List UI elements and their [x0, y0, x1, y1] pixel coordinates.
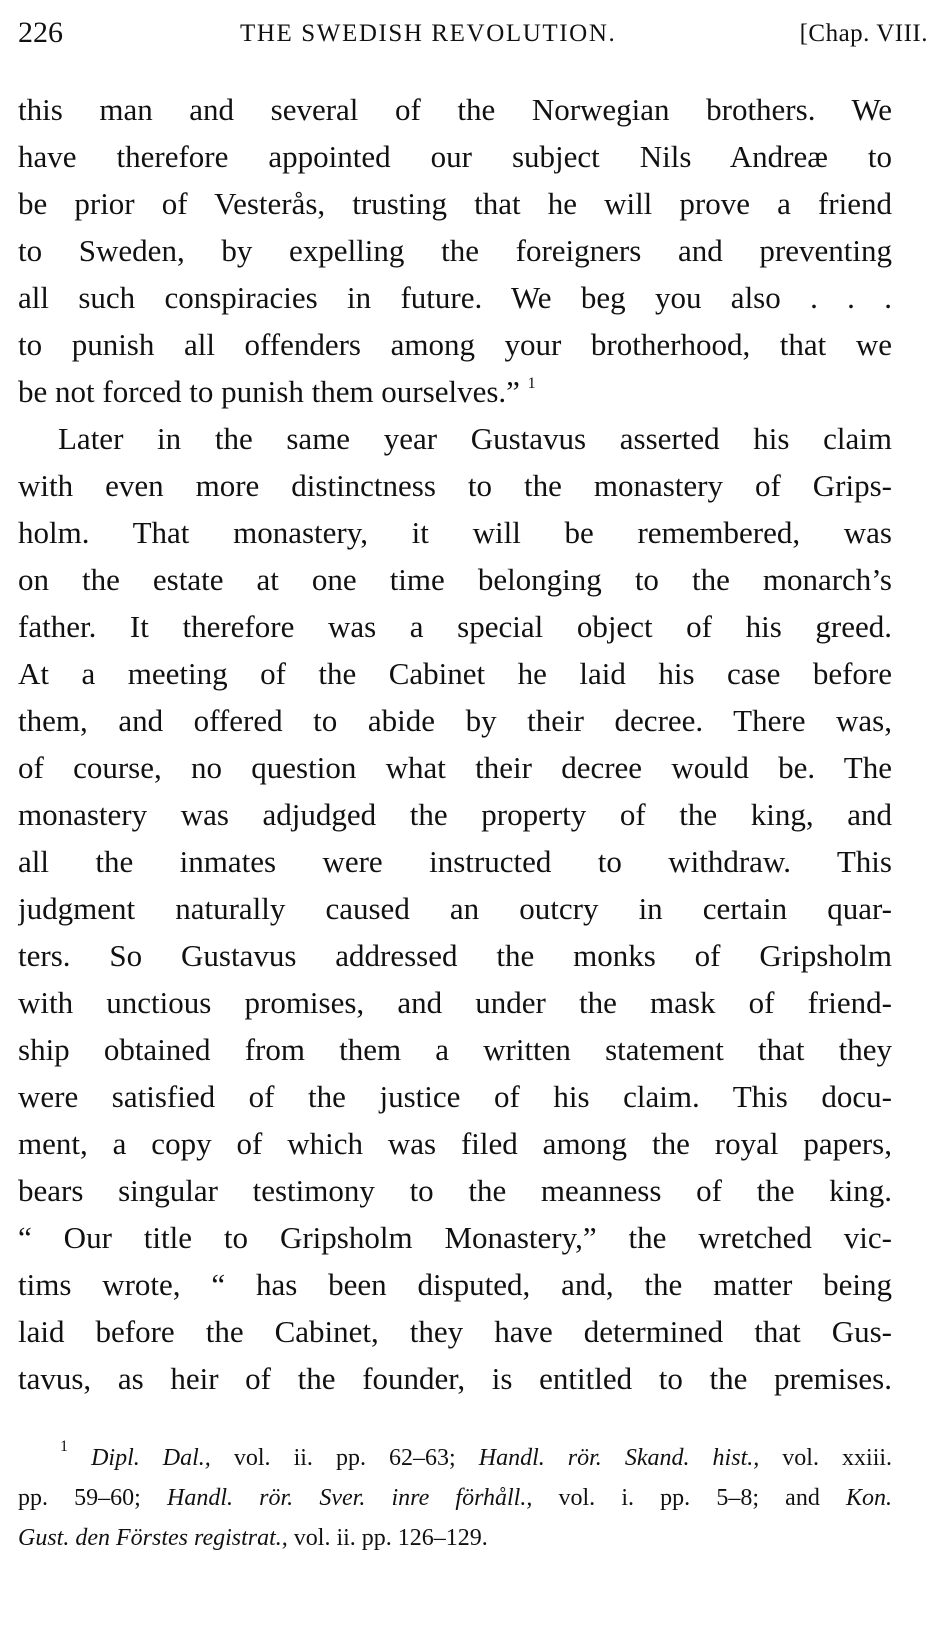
text-line: on the estate at one time belonging to the monarch’s [18, 562, 892, 597]
text-line: judgment naturally caused an outcry in certain quar- [18, 891, 892, 926]
citation-title: Gust. den Förstes registrat., [18, 1525, 288, 1551]
text-line: of course, no question what their decree would be. The [18, 750, 892, 785]
chapter-label: [Chap. VIII. [799, 20, 928, 47]
running-title: THE SWEDISH REVOLUTION. [240, 20, 617, 47]
text-line: all such conspiracies in future. We beg you also . . . [18, 280, 892, 315]
text-line: tavus, as heir of the founder, is entitled to the premises. [18, 1361, 892, 1396]
footnote-line [18, 1518, 892, 1558]
text-line: tims wrote, “ has been disputed, and, the matter being [18, 1267, 892, 1302]
text-line: be prior of Vesterås, trusting that he will prove a friend [18, 186, 892, 221]
body-text [18, 86, 892, 1402]
page-header [18, 14, 928, 58]
text-line: with unctious promises, and under the mask of friend- [18, 985, 892, 1020]
text-line: bears singular testimony to the meanness of the king. [18, 1173, 892, 1208]
footnote [18, 1438, 892, 1558]
text-line-content: be not forced to punish them ourselves.” [18, 374, 520, 409]
text-line: ship obtained from them a written statement that they [18, 1032, 892, 1067]
footnote-marker: 1 [60, 1438, 68, 1455]
citation-text: vol. ii. pp. 62–63; [210, 1445, 479, 1471]
text-line: holm. That monastery, it will be remembered, was [18, 515, 892, 550]
text-line: “ Our title to Gripsholm Monastery,” the wretched vic- [18, 1220, 892, 1255]
text-line: them, and offered to abide by their decree. There was, [18, 703, 892, 738]
text-line: monastery was adjudged the property of the king, and [18, 797, 892, 832]
text-line: ment, a copy of which was filed among the royal papers, [18, 1126, 892, 1161]
text-line: to Sweden, by expelling the foreigners and preventing [18, 233, 892, 268]
footnote-line [18, 1438, 892, 1478]
footnote-reference: 1 [527, 375, 536, 392]
text-line: were satisfied of the justice of his claim. This docu- [18, 1079, 892, 1114]
text-line: laid before the Cabinet, they have determined that Gus- [18, 1314, 892, 1349]
text-line: father. It therefore was a special object of his greed. [18, 609, 892, 644]
citation-text: vol. ii. pp. 126–129. [287, 1525, 488, 1551]
footnote-line [18, 1478, 892, 1518]
citation-title: Handl. rör. Skand. hist., [478, 1445, 760, 1471]
citation-title: Handl. rör. Sver. inre förhåll., [167, 1485, 533, 1511]
paragraph-start-line: Later in the same year Gustavus asserted his claim [58, 421, 892, 456]
citation-text: pp. 59–60; [18, 1485, 167, 1511]
text-line: with even more distinctness to the monastery of Grips- [18, 468, 892, 503]
citation-text: vol. i. pp. 5–8; and [532, 1485, 846, 1511]
citation-title: Dipl. Dal., [91, 1445, 211, 1471]
text-line: this man and several of the Norwegian brothers. We [18, 92, 892, 127]
citation-title: Kon. [845, 1485, 892, 1511]
text-line: have therefore appointed our subject Nils Andreæ to [18, 139, 892, 174]
text-line: At a meeting of the Cabinet he laid his case before [18, 656, 892, 691]
text-line: ters. So Gustavus addressed the monks of Gripsholm [18, 938, 892, 973]
text-line: to punish all offenders among your brotherhood, that we [18, 327, 892, 362]
text-line: all the inmates were instructed to withdraw. This [18, 844, 892, 879]
page-number: 226 [18, 16, 63, 49]
text-line [18, 368, 892, 415]
citation-text: vol. xxiii. [759, 1445, 892, 1471]
